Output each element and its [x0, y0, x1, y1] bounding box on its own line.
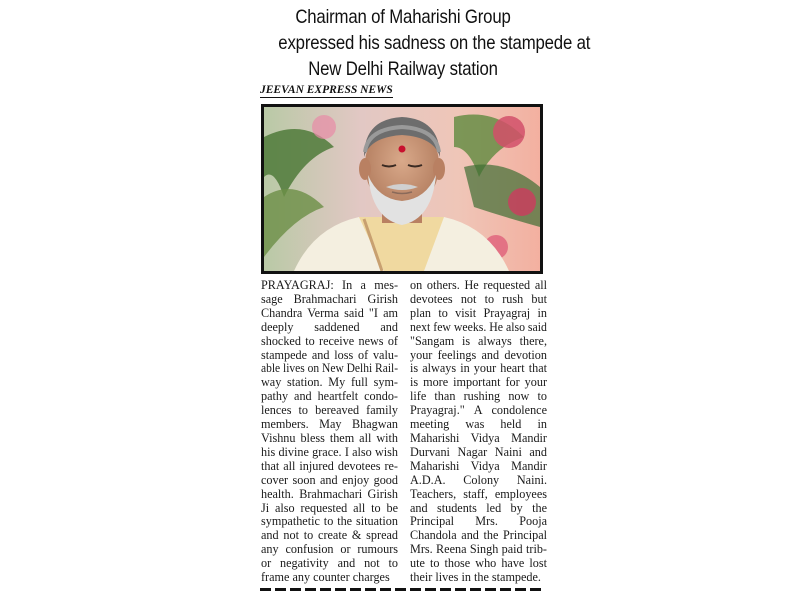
article-line: sympathetic to the situation	[261, 514, 398, 529]
article-line: Principal Mrs. Pooja	[410, 514, 547, 529]
article-line: way station. My full sym-	[261, 375, 398, 390]
article-line: your feelings and devotion	[410, 347, 547, 362]
article-line: life than rushing now to	[410, 389, 547, 404]
article-line: Mrs. Reena Singh paid trib-	[410, 542, 547, 557]
article-line: frame any counter charges	[261, 570, 390, 585]
article-line: Ji also requested all to be	[261, 500, 398, 515]
article-line: Chandra Verma said "I am	[261, 305, 398, 320]
byline: JEEVAN EXPRESS NEWS	[260, 84, 393, 96]
right-column	[410, 279, 547, 585]
article-line: "Sangam is always there,	[410, 333, 547, 348]
article-line: pathy and heartfelt condo-	[261, 389, 398, 404]
article-line: sage Brahmachari Girish	[261, 291, 398, 306]
article-line: cover soon and enjoy good	[261, 472, 398, 487]
headline-line: expressed his sadness on the stampede at	[278, 32, 591, 54]
article-line: stampede and loss of valu-	[261, 347, 398, 362]
article-line: Prayagraj." A condolence	[410, 403, 547, 418]
article-line: members. May Bhagwan	[261, 417, 398, 432]
article-line: is always in your heart that	[410, 361, 547, 376]
article-line: PRAYAGRAJ: In a mes-	[261, 278, 398, 292]
article-line: lences to bereaved family	[261, 403, 398, 418]
article-line: and not to create & spread	[261, 528, 398, 543]
article-line: deeply saddened and	[261, 319, 398, 334]
article-line: Vishnu bless them all with	[261, 430, 398, 445]
article-line: plan to visit Prayagraj in	[410, 305, 547, 320]
article-line: Chandola and the Principal	[410, 528, 547, 543]
article-line: devotees not to rush but	[410, 291, 547, 306]
article-line: next few weeks. He also said	[410, 319, 547, 334]
article-line: Teachers, staff, employees	[410, 486, 547, 501]
article-line: that all injured devotees re-	[261, 458, 398, 473]
article-line: on others. He requested all	[410, 278, 547, 292]
article-line: Maharishi Vidya Mandir	[410, 430, 547, 445]
headline-line: New Delhi Railway station	[308, 58, 498, 80]
bottom-dashed-rule	[260, 588, 545, 591]
portrait-photo-icon	[264, 107, 540, 271]
article-line: is more important for your	[410, 375, 547, 390]
article-photo	[261, 104, 543, 274]
article-line: ute to those who have lost	[410, 556, 547, 571]
article-line: Maharishi Vidya Mandir	[410, 458, 547, 473]
headline-line: Chairman of Maharishi Group	[295, 6, 511, 28]
article-line: their lives in the stampede.	[410, 570, 541, 585]
article-line: A.D.A. Colony Naini.	[410, 472, 547, 487]
left-column	[261, 279, 398, 585]
article-line: able lives on New Delhi Rail-	[261, 361, 399, 376]
article-line: his divine grace. I also wish	[261, 444, 398, 459]
article-line: meeting was held in	[410, 417, 547, 432]
newspaper-clipping	[258, 0, 591, 597]
article-line: health. Brahmachari Girish	[261, 486, 398, 501]
article-line: Durvani Nagar Naini and	[410, 444, 547, 459]
article-line: shocked to receive news of	[261, 333, 398, 348]
headline	[278, 4, 591, 82]
article-line: and students led by the	[410, 500, 547, 515]
article-line: any confusion or rumours	[261, 542, 398, 557]
article-line: or negativity and not to	[261, 556, 398, 571]
